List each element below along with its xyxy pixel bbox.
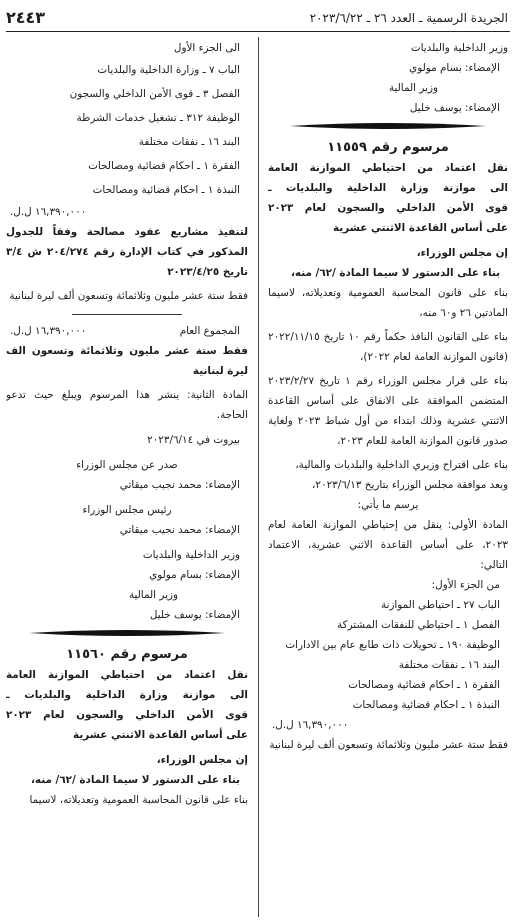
section-rule <box>72 314 182 315</box>
decree-title-line: على أساس القاعدة الاثنتي عشرية <box>73 729 248 741</box>
preamble-paragraph: بناء على القانون النافذ حكماً رقم ١٠ تاريخ ٢٠٢٢/١١/١٥ (قانون الموازنة العامة لعام ٢٠٢٢)، <box>268 331 508 363</box>
budget-item: البند ١٦ ـ نفقات مختلفة <box>138 136 240 148</box>
signature-name: الإمضاء: محمد نجيب ميقاتي <box>119 524 240 536</box>
page-number: ٢٤٤٣ <box>6 8 46 27</box>
left-column <box>6 38 248 919</box>
preamble-line: بناء على قانون المحاسبة العمومية وتعديلاته، لاسيما <box>29 794 248 806</box>
issued-by: صدر عن مجلس الوزراء <box>76 459 178 471</box>
decree-title-line: الى موازنة وزارة الداخلية والبلديات ـ <box>6 689 248 701</box>
part-heading: من الجزء الأول: <box>431 579 500 591</box>
total-row <box>6 321 248 341</box>
signature-title: وزير الداخلية والبلديات <box>410 42 508 54</box>
signature-name: الإمضاء: محمد نجيب ميقاتي <box>119 479 240 491</box>
total-words: فقط ستة عشر مليون وثلاثمائة وتسعون الف ليرة لبنانية <box>6 345 248 377</box>
preamble-line: وبعد موافقة مجلس الوزراء بتاريخ ٢٠٢٣/٦/١٣، <box>312 479 508 491</box>
signature-title: وزير المالية <box>388 82 438 94</box>
budget-item: الفقرة ١ ـ احكام قضائية ومصالحات <box>88 160 240 172</box>
header-rule <box>6 31 510 32</box>
signature-name: الإمضاء: يوسف خليل <box>149 609 240 621</box>
budget-item: الوظيفة ١٩٠ ـ تحويلات ذات طابع عام بين الادارات <box>285 639 500 651</box>
signature-title: وزير الداخلية والبلديات <box>142 549 240 561</box>
article-one: المادة الأولى: ينقل من إحتياطي الموازنة العامة لعام ٢٠٢٣، على أساس القاعدة الاثني عشرية، الاعتماد التالي: <box>268 519 508 571</box>
decree-number: مرسوم رقم ١١٥٦٠ <box>66 647 188 662</box>
decree-number: مرسوم رقم ١١٥٥٩ <box>327 140 449 155</box>
amount-words: فقط ستة عشر مليون وثلاثمائة وتسعون ألف ليرة لبنانية <box>269 739 508 751</box>
budget-item: الفقرة ١ ـ احكام قضائية ومصالحات <box>348 679 500 691</box>
amount: ١٦,٣٩٠,٠٠٠ ل.ل. <box>10 206 87 218</box>
budget-items <box>268 595 508 715</box>
budget-item: البند ١٦ ـ نفقات مختلفة <box>398 659 500 671</box>
decree-title-line: نقل اعتماد من احتياطي الموازنة العامة <box>6 669 248 681</box>
amount: ١٦,٣٩٠,٠٠٠ ل.ل. <box>272 719 349 731</box>
page-header <box>6 6 510 30</box>
decree-title-line: قوى الأمن الداخلي والسجون لعام ٢٠٢٣ <box>6 709 248 721</box>
decree-title <box>268 158 508 238</box>
signature-name: الإمضاء: يوسف خليل <box>409 102 500 114</box>
budget-item: الوظيفة ٣١٢ ـ تشغيل خدمات الشرطة <box>76 112 240 124</box>
decree-clause: يرسم ما يأتي: <box>357 499 419 511</box>
budget-item: النبذة ١ ـ احكام قضائية ومصالحات <box>92 184 240 196</box>
section-ornament <box>6 627 248 639</box>
preamble-line: بناء على الدستور لا سيما المادة /٦٢/ منه، <box>290 267 500 279</box>
total-amount: ١٦,٣٩٠,٠٠٠ ل.ل. <box>10 325 87 337</box>
signature-title: رئيس مجلس الوزراء <box>82 504 172 516</box>
article-two: المادة الثانية: ينشر هذا المرسوم ويبلغ حيث تدعو الحاجة. <box>6 389 248 421</box>
budget-item: الباب ٢٧ ـ احتياطي الموازنة <box>380 599 500 611</box>
budget-item: الباب ٧ ـ وزارة الداخلية والبلديات <box>97 64 240 76</box>
council-heading: إن مجلس الوزراء، <box>416 247 508 259</box>
right-column <box>268 38 508 919</box>
total-label: المجموع العام <box>179 325 240 337</box>
decree-title-line: الى موازنة وزارة الداخلية والبلديات ـ <box>268 182 508 194</box>
budget-item: الفصل ٣ ـ قوى الأمن الداخلي والسجون <box>69 88 240 100</box>
budget-items <box>6 58 248 202</box>
amount-words: فقط ستة عشر مليون وثلاثمائة وتسعون ألف ليرة لبنانية <box>9 290 248 302</box>
gazette-title: الجريدة الرسمية ـ العدد ٢٦ ـ ٢٠٢٣/٦/٢٢ <box>309 11 508 25</box>
decree-title-line: قوى الأمن الداخلي والسجون لعام ٢٠٢٣ <box>268 202 508 214</box>
part-heading: الى الجزء الأول <box>173 42 240 54</box>
preamble-line: بناء على الدستور لا سيما المادة /٦٢/ منه، <box>30 774 240 786</box>
decree-title-line: على أساس القاعدة الاثنتي عشرية <box>333 222 508 234</box>
budget-item: النبذة ١ ـ احكام قضائية ومصالحات <box>352 699 500 711</box>
section-ornament <box>268 120 508 132</box>
signature-name: الإمضاء: بسام مولوي <box>149 569 240 581</box>
preamble-paragraph: بناء على اقتراح وزيري الداخلية والبلديات والمالية، <box>295 459 508 471</box>
decree-title <box>6 665 248 745</box>
signature-title: وزير المالية <box>128 589 178 601</box>
preamble-paragraph: بناء على قانون المحاسبة العمومية وتعديلاته، لاسيما المادتين ٢٦ و٦٠ منه، <box>268 287 508 319</box>
place-date: بيروت في ٢٠٢٣/٦/١٤ <box>147 434 240 446</box>
column-divider <box>258 37 259 917</box>
signature-name: الإمضاء: بسام مولوي <box>409 62 500 74</box>
purpose: لتنفيذ مشاريع عقود مصالحة وفقاً للجدول المذكور في كتاب الإدارة رقم ٢٠٤/٢٧٤ ش ٣/٤ تاريخ ٢٠٢٣/٤/٢٥ <box>6 226 248 278</box>
budget-item: الفصل ١ ـ احتياطي للنفقات المشتركة <box>337 619 500 631</box>
council-heading: إن مجلس الوزراء، <box>156 754 248 766</box>
preamble-paragraph: بناء على قرار مجلس الوزراء رقم ١ تاريخ ٢٠٢٣/٢/٢٧ المتضمن الموافقة على الانفاق على أساس القاعدة الاثنتي عشرية وذلك ابتداء من أول شباط ٢٠٢٣ ولغاية صدور قانون الموازنة العامة للعام ٢٠٢٣، <box>268 375 508 447</box>
decree-title-line: نقل اعتماد من احتياطي الموازنة العامة <box>268 162 508 174</box>
